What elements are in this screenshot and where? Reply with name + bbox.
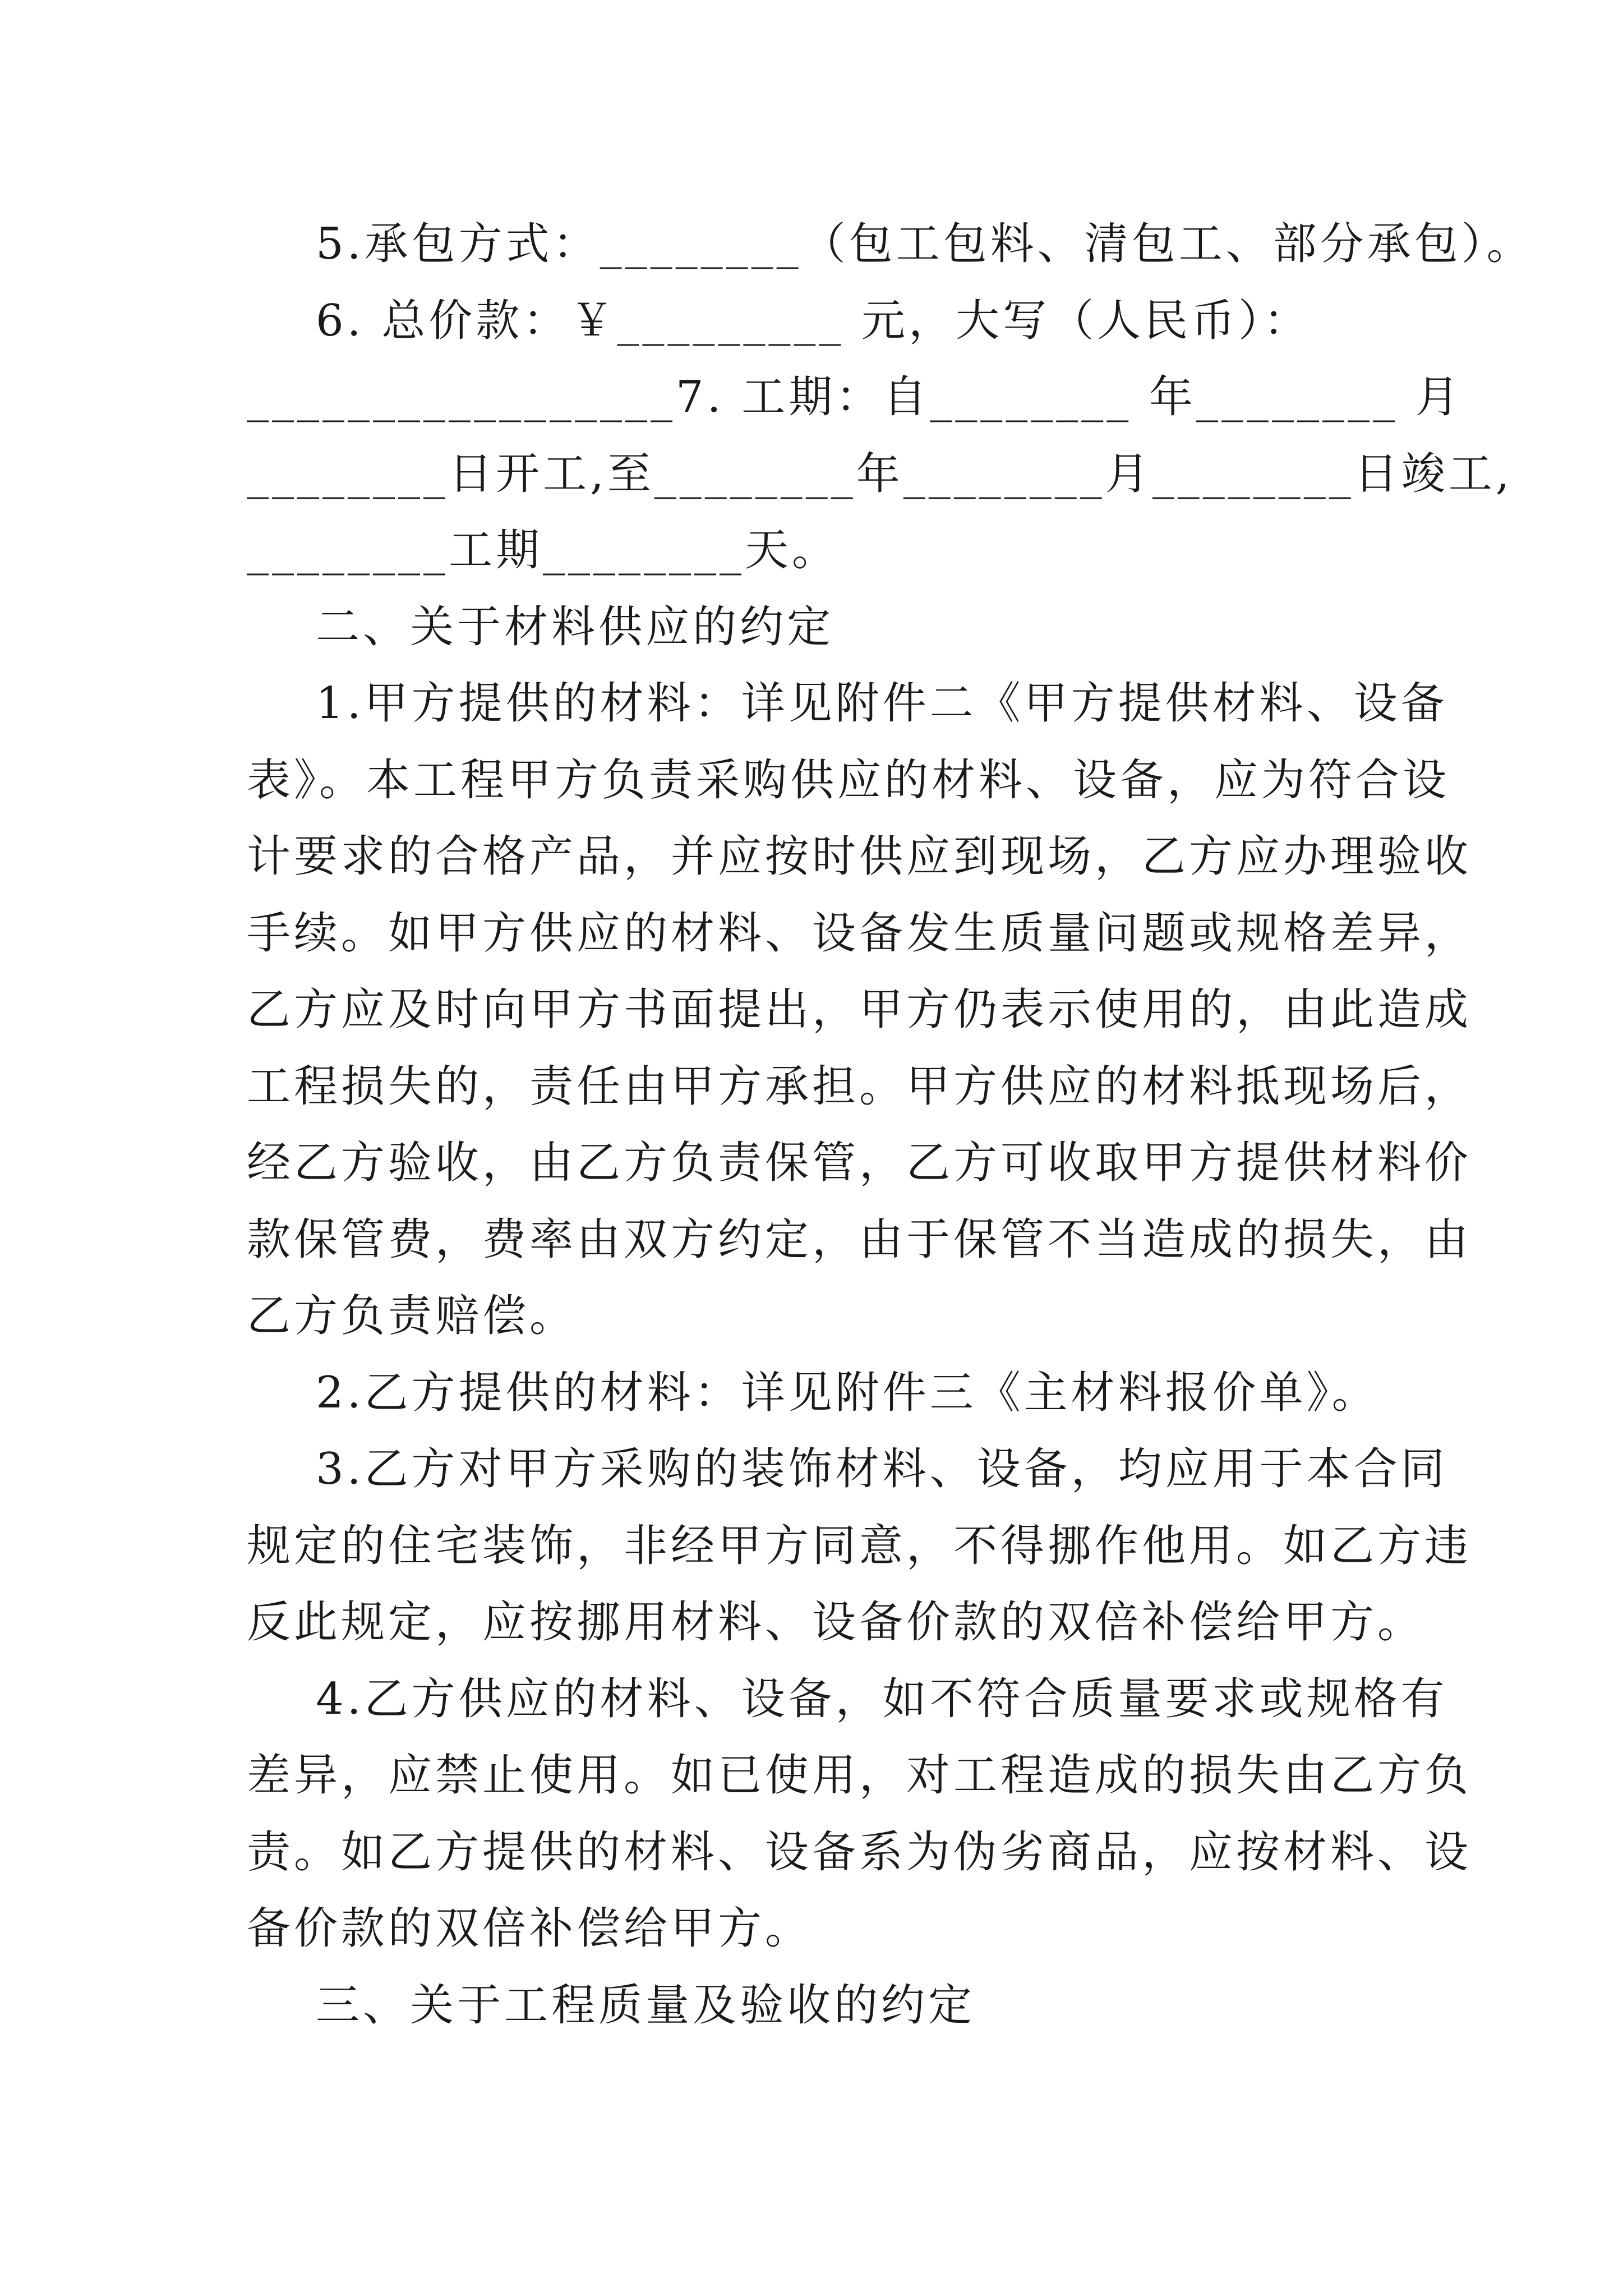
section-2-para-4-line-2: 差异，应禁止使用。如已使用，对工程造成的损失由乙方负 [247,1750,1472,1801]
clause-7-duration-line-1: _________________7. 工期：自________ 年________ 月 [247,372,1463,422]
section-2-para-2: 2.乙方提供的材料：详见附件三《主材料报价单》。 [247,1368,1379,1418]
section-2-heading: 二、关于材料供应的约定 [247,602,834,652]
section-2-para-3-line-3: 反此规定，应按挪用材料、设备价款的双倍补偿给甲方。 [247,1597,1425,1648]
section-2-para-1-line-2: 表》。本工程甲方负责采购供应的材料、设备，应为符合设 [247,755,1450,806]
section-2-para-1-line-3: 计要求的合格产品，并应按时供应到现场，乙方应办理验收 [247,831,1472,882]
section-2-para-3-line-2: 规定的住宅装饰，非经甲方同意，不得挪作他用。如乙方违 [247,1521,1472,1571]
section-2-para-3-line-1: 3.乙方对甲方采购的装饰材料、设备，均应用于本合同 [247,1444,1448,1494]
clause-7-duration-line-3: ________工期________天。 [247,525,840,576]
clause-7-duration-line-2: ________日开工,至________年________月________日竣工, [247,449,1513,499]
section-2-para-4-line-3: 责。如乙方提供的材料、设备系为伪劣商品，应按材料、设 [247,1827,1472,1878]
section-2-para-1-line-5: 乙方应及时向甲方书面提出，甲方仍表示使用的，由此造成 [247,984,1472,1035]
section-3-heading: 三、关于工程质量及验收的约定 [247,1980,976,2031]
section-2-para-1-line-1: 1.甲方提供的材料：详见附件二《甲方提供材料、设备 [247,678,1448,729]
section-2-para-4-line-1: 4.乙方供应的材料、设备，如不符合质量要求或规格有 [247,1674,1448,1724]
section-2-para-1-line-4: 手续。如甲方供应的材料、设备发生质量问题或规格差异， [247,908,1472,959]
clause-6-total-price: 6. 总价款：￥_________ 元，大写（人民币）： [247,296,1311,346]
section-2-para-1-line-8: 款保管费，费率由双方约定，由于保管不当造成的损失，由 [247,1214,1472,1265]
section-2-para-1-line-7: 经乙方验收，由乙方负责保管，乙方可收取甲方提供材料价 [247,1138,1472,1188]
clause-5-contract-mode: 5.承包方式：________（包工包料、清包工、部分承包）。 [247,219,1534,269]
section-2-para-1-line-9: 乙方负责赔偿。 [247,1291,577,1341]
section-2-para-1-line-6: 工程损失的，责任由甲方承担。甲方供应的材料抵现场后， [247,1061,1472,1112]
section-2-para-4-line-4: 备价款的双倍补偿给甲方。 [247,1903,813,1954]
